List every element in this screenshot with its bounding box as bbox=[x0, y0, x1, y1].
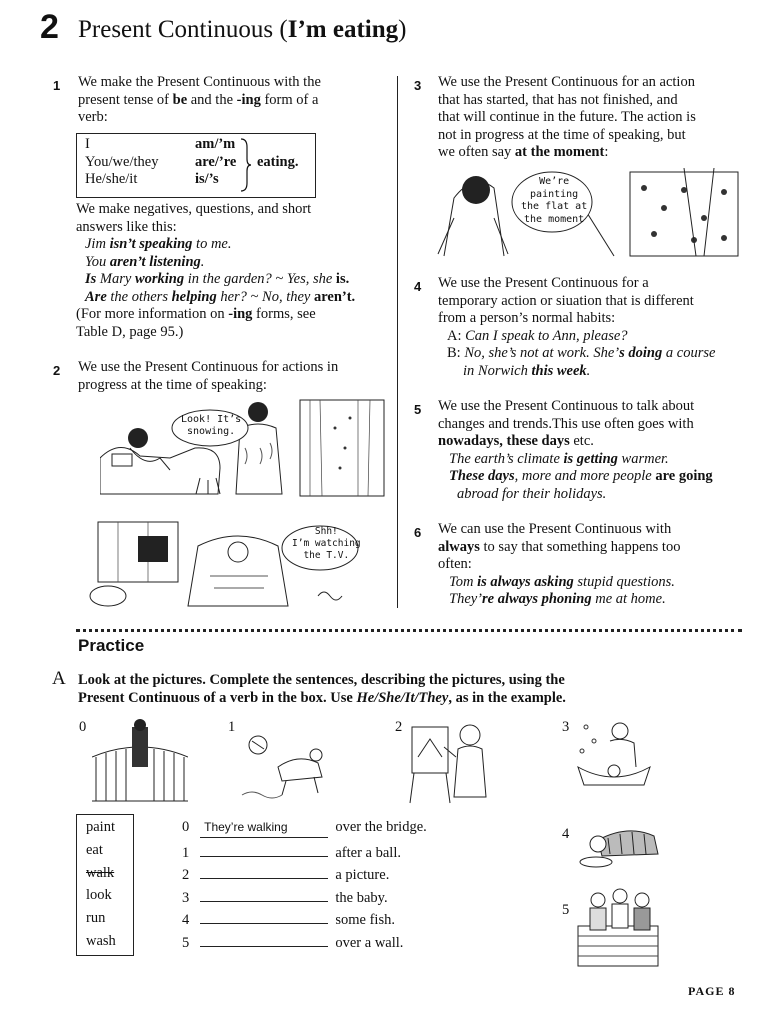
page-title: Present Continuous (I’m eating) bbox=[78, 16, 407, 43]
verb-option-eat: eat bbox=[86, 842, 103, 858]
page-number: PAGE 8 bbox=[688, 984, 736, 998]
section-2-number: 2 bbox=[53, 363, 61, 378]
section-6-text: We can use the Present Continuous with always to say that something happens too often: Tom is always asking stupid questions. They’re always phoning me at home. bbox=[438, 521, 681, 607]
picture-label-4: 4 bbox=[562, 826, 570, 842]
section-5-number: 5 bbox=[414, 402, 422, 417]
verb-eating: eating. bbox=[257, 154, 299, 170]
subject-he: He/she/it bbox=[85, 171, 138, 187]
conjugation-table bbox=[76, 133, 316, 198]
answer-1-blank[interactable] bbox=[200, 842, 328, 857]
verb-option-paint: paint bbox=[86, 819, 115, 835]
answer-3-blank[interactable] bbox=[200, 887, 328, 902]
subject-you: You/we/they bbox=[85, 153, 159, 170]
verb-is: is/’s bbox=[195, 171, 219, 187]
exercise-a-label: A bbox=[52, 668, 66, 689]
sentence-1: 1 after a ball. bbox=[182, 842, 427, 865]
sentence-list bbox=[182, 819, 427, 955]
picture-label-1: 1 bbox=[228, 719, 236, 735]
answer-5-blank[interactable] bbox=[200, 932, 328, 947]
section-4-number: 4 bbox=[414, 279, 422, 294]
section-1-negatives: We make negatives, questions, and short answers like this: Jim isn’t speaking to me. You aren’t listening. Is Mary working in the garden? ~ Yes, she is. Are the others helping her? ~ No, they aren’t. (For more information on -ing forms, see Table D, page 95.) bbox=[76, 201, 356, 340]
section-4-text: We use the Present Continuous for a temporary action or siuation that is different from a person’s normal habits: A: Can I speak to Ann, please? B: No, she’s not at work. She’s doing a course in Norwich this week. bbox=[438, 275, 716, 379]
unit-number: 2 bbox=[40, 8, 59, 46]
bubble-look-snowing: Look! It’s snowing. bbox=[181, 414, 242, 437]
section-3-number: 3 bbox=[414, 78, 422, 93]
picture-1-dog-ball bbox=[238, 717, 332, 803]
verb-option-run: run bbox=[86, 910, 106, 926]
section-3-text: We use the Present Continuous for an action that has started, that has not finished, and that will continue in the future. The action is not in progress at the time of speaking, but we often say at the moment: bbox=[438, 74, 696, 160]
picture-5-running-wall bbox=[576, 886, 660, 972]
sentence-2: 2 a picture. bbox=[182, 864, 427, 887]
dotted-divider bbox=[76, 629, 742, 632]
verb-are: are/’re bbox=[195, 153, 237, 170]
picture-0-walking-bridge bbox=[92, 717, 188, 807]
subject-i: I bbox=[85, 136, 90, 152]
sentence-0: 0 They’re walking over the bridge. bbox=[182, 819, 427, 842]
bubble-watching-tv: Shh! I’m watching the T.V. bbox=[292, 526, 361, 561]
picture-2-painting bbox=[408, 717, 496, 807]
section-5-text: We use the Present Continuous to talk about changes and trends.This use often goes with nowadays, these days etc. The earth’s climate is getting warmer. These days, more and more people are going abroad for their holidays. bbox=[438, 398, 713, 502]
sentence-5: 5 over a wall. bbox=[182, 932, 427, 955]
brace-icon bbox=[239, 137, 253, 193]
verb-box bbox=[76, 814, 134, 956]
answer-0: They’re walking bbox=[200, 819, 328, 838]
illustration-snowing bbox=[100, 398, 388, 502]
answer-4-blank[interactable] bbox=[200, 909, 328, 924]
exercise-a-instructions: Look at the pictures. Complete the sentences, describing the pictures, using the Present Continuous of a verb in the box. Use He/She/It/They, as in the example. bbox=[78, 672, 566, 706]
section-1-number: 1 bbox=[53, 78, 61, 93]
section-1-intro: We make the Present Continuous with the present tense of be and the -ing form of a verb: bbox=[78, 74, 321, 125]
verb-option-look: look bbox=[86, 887, 112, 903]
picture-label-3: 3 bbox=[562, 719, 570, 735]
picture-label-0: 0 bbox=[79, 719, 87, 735]
verb-option-walk: walk bbox=[86, 865, 115, 881]
picture-label-5: 5 bbox=[562, 902, 570, 918]
section-6-number: 6 bbox=[414, 525, 422, 540]
practice-heading: Practice bbox=[78, 636, 145, 655]
section-2-text: We use the Present Continuous for actions in progress at the time of speaking: bbox=[78, 359, 339, 393]
answer-2-blank[interactable] bbox=[200, 864, 328, 879]
sentence-4: 4 some fish. bbox=[182, 909, 427, 932]
sentence-3: 3 the baby. bbox=[182, 887, 427, 910]
picture-3-washing-baby bbox=[574, 717, 656, 793]
column-divider bbox=[397, 76, 398, 608]
bubble-painting: We’re painting the flat at the moment bbox=[521, 176, 588, 225]
verb-option-wash: wash bbox=[86, 933, 116, 949]
picture-label-2: 2 bbox=[395, 719, 403, 735]
verb-am: am/’m bbox=[195, 136, 236, 152]
picture-4-cat-eating bbox=[578, 820, 666, 870]
